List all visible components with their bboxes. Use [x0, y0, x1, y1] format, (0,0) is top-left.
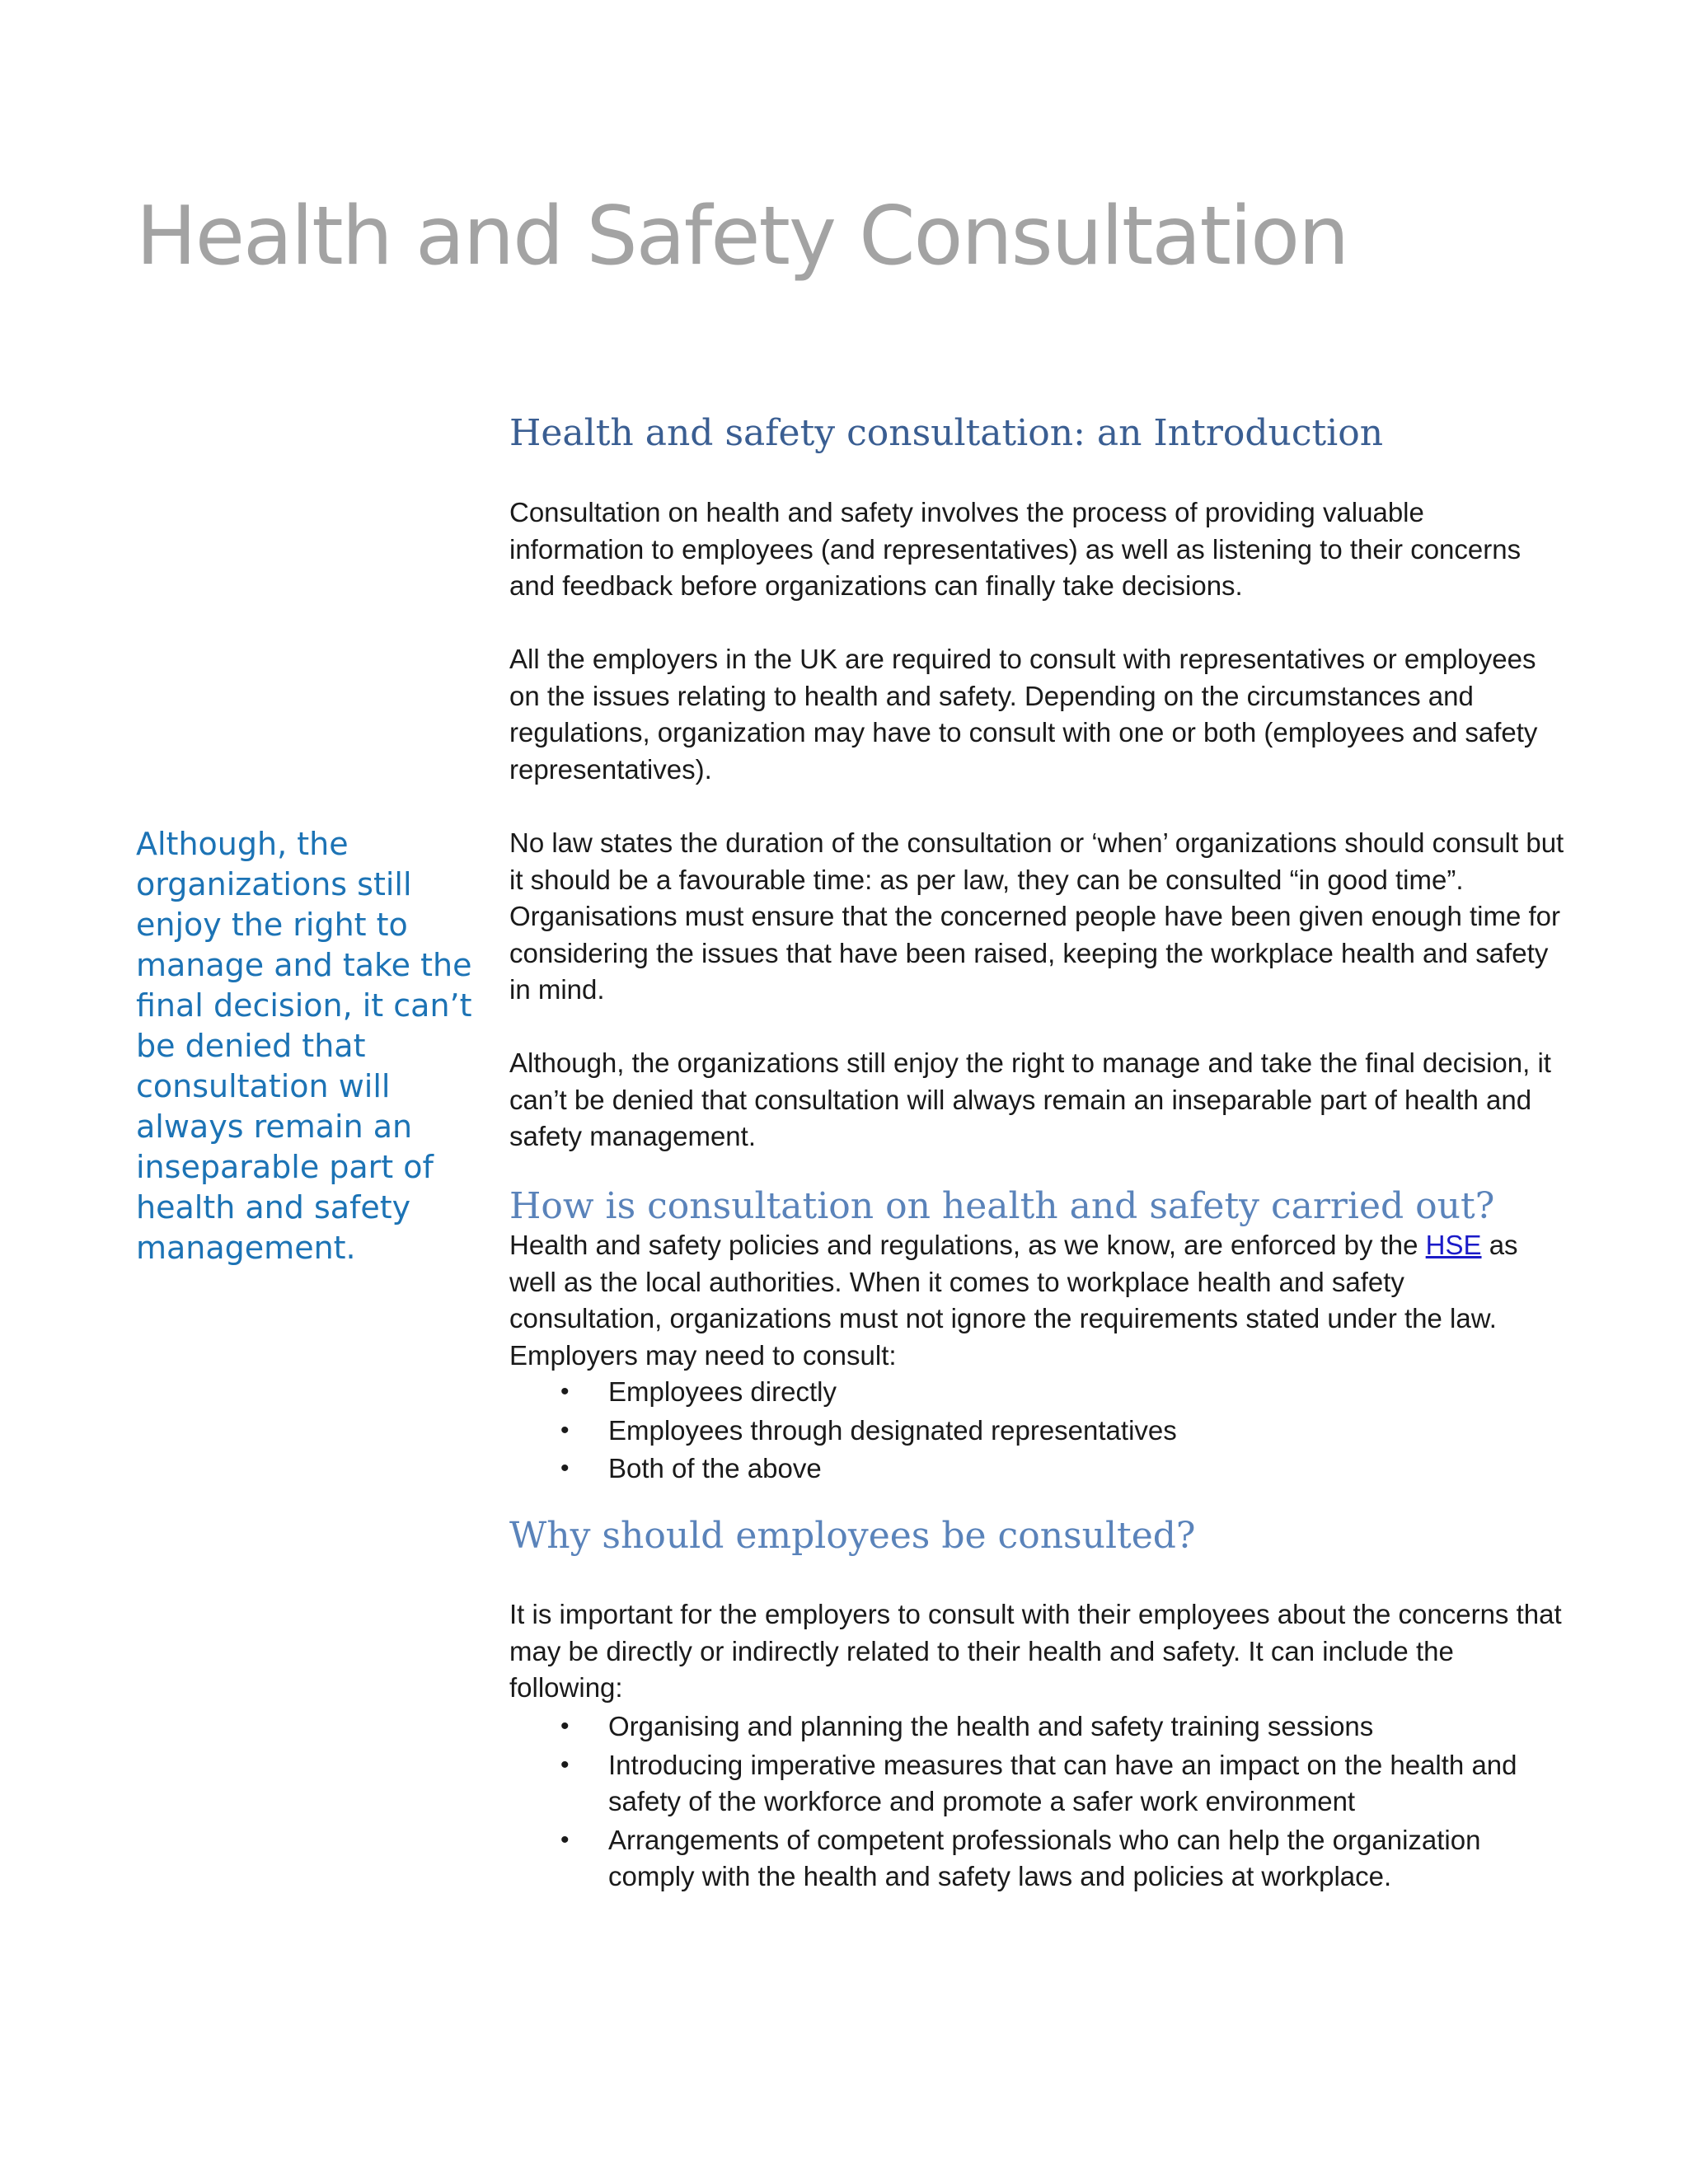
- bullet-icon: •: [560, 1455, 570, 1482]
- section-heading-how: How is consultation on health and safety carried out?: [509, 1185, 1495, 1227]
- section-heading-why: Why should employees be consulted?: [509, 1515, 1196, 1557]
- bullet-icon: •: [560, 1713, 570, 1740]
- how-bullet-list: [509, 1374, 1564, 1489]
- intro-paragraph-3: No law states the duration of the consultation or ‘when’ organizations should consult but it should be a favourable time: as per law, they can be consulted “in good time”. Organisations must ensure that the concerned people have been given enough time for considering the issues that have been raised, keeping the workplace health and safety in mind.: [509, 827, 1564, 1005]
- pull-quote: Although, the organizations still enjoy the right to manage and take the final decision, it can’t be denied that consultation will always remain an inseparable part of health and safety management.: [136, 826, 472, 1266]
- intro-paragraph-4: Although, the organizations still enjoy the right to manage and take the final decision, it can’t be denied that consultation will always remain an inseparable part of health and safety management.: [509, 1047, 1551, 1151]
- list-item-text: Arrangements of competent professionals who can help the organization comply with the health and safety laws and policies at workplace.: [608, 1824, 1481, 1891]
- list-item-text: Both of the above: [608, 1453, 822, 1483]
- bullet-icon: •: [560, 1416, 570, 1444]
- list-item-text: Introducing imperative measures that can have an impact on the health and safety of the workforce and promote a safer work environment: [608, 1749, 1517, 1816]
- hse-link[interactable]: HSE: [1425, 1230, 1482, 1260]
- how-paragraph-1: [509, 1227, 1564, 1374]
- intro-paragraph-2: All the employers in the UK are required to consult with representatives or employees on the issues relating to health and safety. Depending on the circumstances and regulations, organization may have to consult with one or both (employees and safety representatives).: [509, 644, 1538, 785]
- list-item: [509, 1822, 1564, 1896]
- bullet-icon: •: [560, 1378, 570, 1405]
- bullet-icon: •: [560, 1825, 570, 1854]
- list-item: [509, 1413, 1564, 1450]
- list-item-text: Employees through designated representatives: [608, 1414, 1177, 1446]
- why-bullet-list: [509, 1708, 1564, 1897]
- list-item: [509, 1708, 1564, 1746]
- list-item: [509, 1451, 1564, 1488]
- list-item: [509, 1374, 1564, 1411]
- intro-paragraph-1: Consultation on health and safety involves the process of providing valuable information to employees (and representatives) as well as listening to their concerns and feedback before organizations can finally take decisions.: [509, 497, 1522, 601]
- how-paragraph-text-after-link: as well as the local authorities. When it comes to workplace health and safety consultation, organizations must not ignore the requirements stated under the law. Employers may need to consult:: [509, 1230, 1518, 1371]
- list-item-text: Employees directly: [608, 1376, 837, 1407]
- list-item: [509, 1747, 1564, 1821]
- list-item-text: Organising and planning the health and safety training sessions: [608, 1711, 1374, 1741]
- how-paragraph-text-before-link: Health and safety policies and regulations, as we know, are enforced by the: [509, 1230, 1426, 1260]
- section-heading-introduction: Health and safety consultation: an Introduction: [509, 412, 1384, 454]
- page-title: Health and Safety Consultation: [136, 190, 1348, 284]
- why-paragraph-1: It is important for the employers to consult with their employees about the concerns that may be directly or indirectly related to their health and safety. It can include the following:: [509, 1599, 1562, 1703]
- bullet-icon: •: [560, 1750, 570, 1779]
